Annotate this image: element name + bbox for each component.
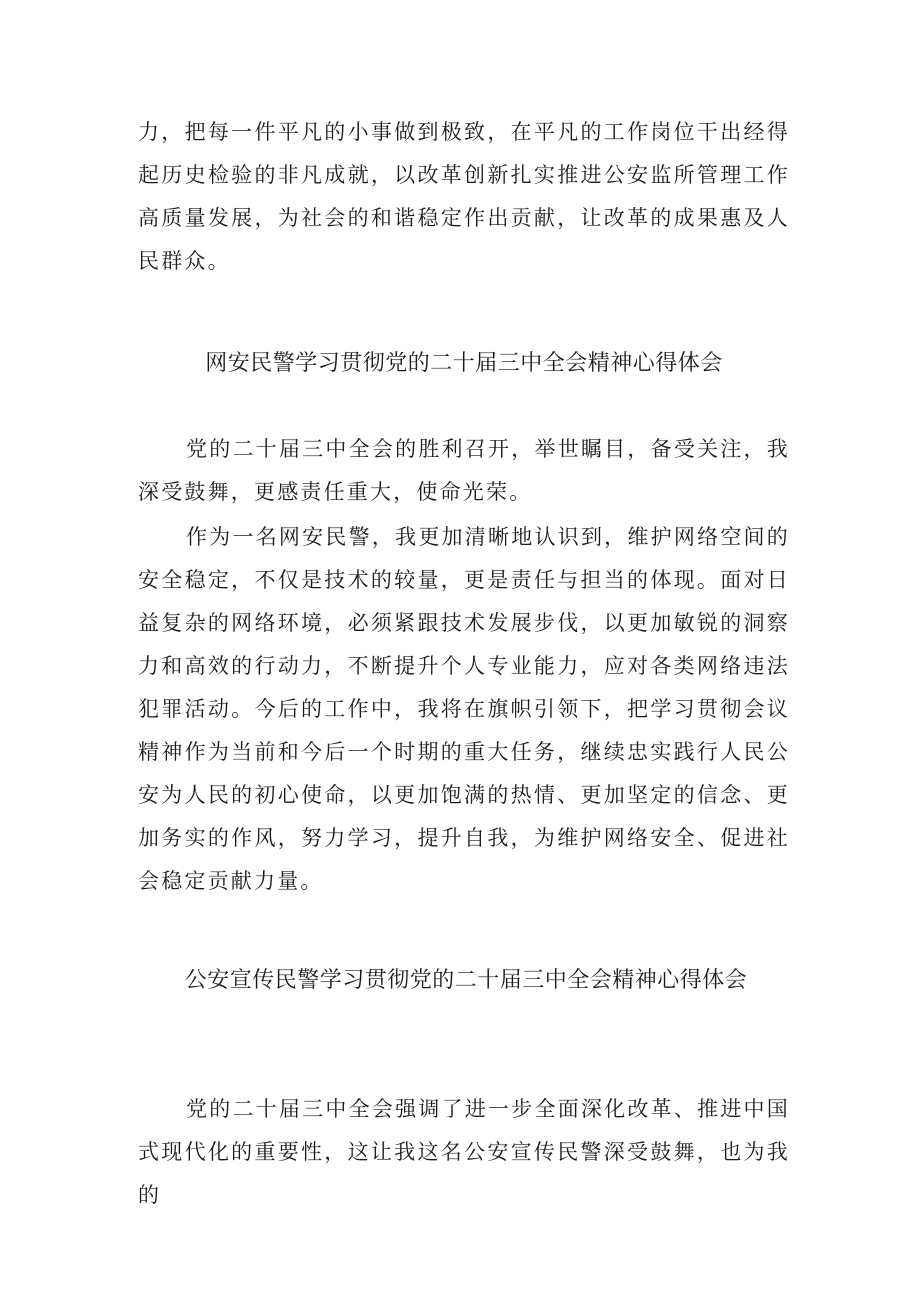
section2-paragraph-1: 党的二十届三中全会强调了进一步全面深化改革、推进中国式现代化的重要性，这让我这名公安宣传民警深受鼓舞，也为我的: [138, 1097, 790, 1207]
section-title-cyber-police: 网安民警学习贯彻党的二十届三中全会精神心得体会: [205, 351, 723, 376]
section-title-publicity-police: 公安宣传民警学习贯彻党的二十届三中全会精神心得体会: [184, 968, 748, 993]
section1-paragraph-2: 作为一名网安民警，我更加清晰地认识到，维护网络空间的安全稳定，不仅是技术的较量，更是责任与担当的体现。面对日益复杂的网络环境，必须紧跟技术发展步伐，以更加敏锐的洞察力和高效的行动力，不断提升个人专业能力，应对各类网络违法犯罪活动。今后的工作中，我将在旗帜引领下，把学习贯彻会议精神作为当前和今后一个时期的重大任务，继续忠实践行人民公安为人民的初心使命，以更加饱满的热情、更加坚定的信念、更加务实的作风，努力学习，提升自我，为维护网络安全、促进社会稳定贡献力量。: [138, 525, 790, 893]
section1-paragraph-1: 党的二十届三中全会的胜利召开，举世瞩目，备受关注，我深受鼓舞，更感责任重大，使命光荣。: [138, 437, 790, 504]
continued-paragraph: 力，把每一件平凡的小事做到极致，在平凡的工作岗位干出经得起历史检验的非凡成就，以改革创新扎实推进公安监所管理工作高质量发展，为社会的和谐稳定作出贡献，让改革的成果惠及人民群众。: [138, 120, 790, 273]
